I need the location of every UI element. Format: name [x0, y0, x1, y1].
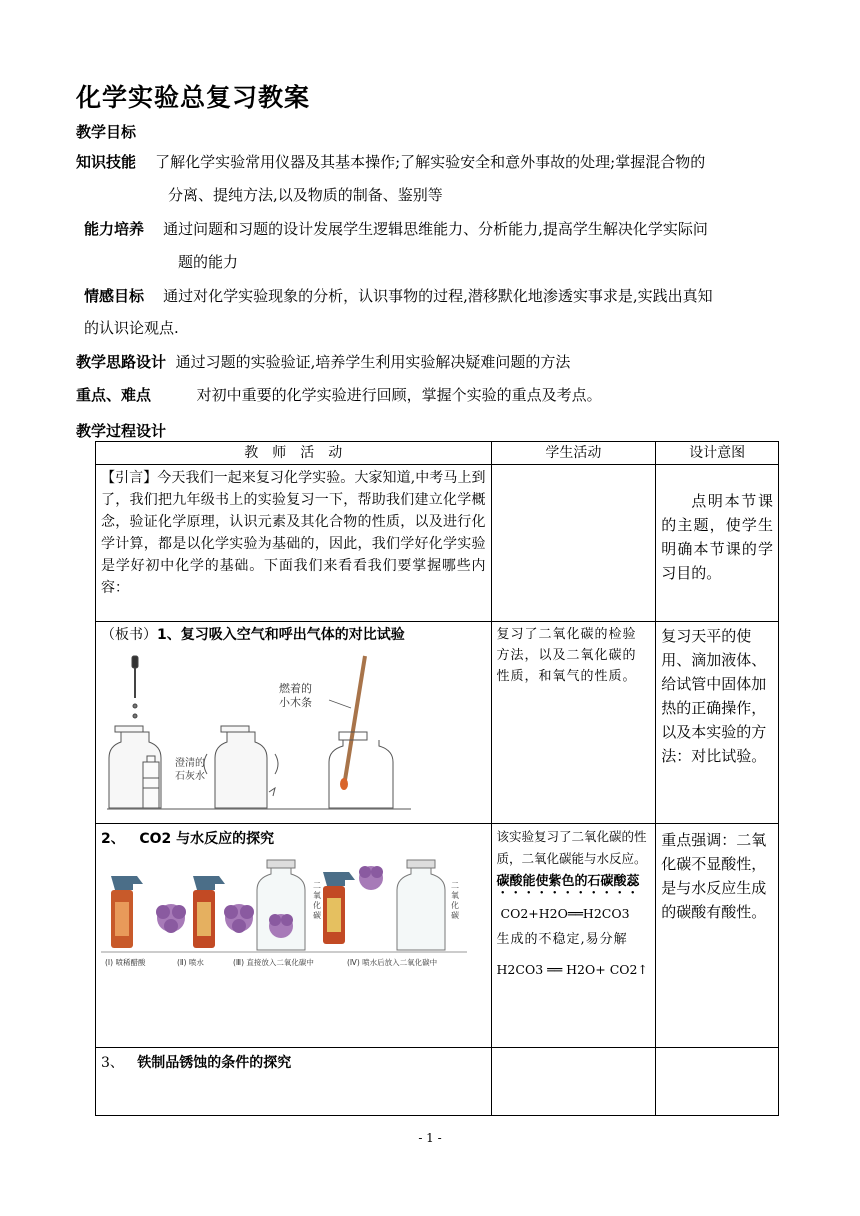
key-label: 重点、难点 — [76, 386, 152, 404]
row3-student-text2: 生成的不稳定,易分解 — [496, 932, 628, 947]
row4-heading: 3、 铁制品锈蚀的条件的探究 — [101, 1055, 292, 1071]
design-text: 通过习题的实验验证,培养学生利用实验解决疑难问题的方法 — [175, 353, 571, 371]
table-row — [96, 465, 779, 622]
knowledge-line2: 分离、提纯方法,以及物质的制备、鉴别等 — [168, 186, 443, 204]
table-row — [96, 622, 779, 824]
breath-experiment-figure — [101, 648, 467, 820]
limewater-bottle-icon — [143, 756, 159, 808]
row2-intent: 复习天平的使用、滴加液体、给试管中固体加热的正确操作，以及本实验的方法：对比试验。 — [656, 622, 779, 824]
dropper-icon — [132, 656, 138, 718]
stick-label-2: 小木条 — [279, 696, 312, 709]
row2-prefix: （板书） — [101, 627, 157, 643]
knowledge-text: 了解化学实验常用仪器及其基本操作;了解实验安全和意外事故的处理;掌握混合物的 — [155, 153, 706, 171]
page-title: 化学实验总复习教案 — [76, 83, 311, 112]
ability-line2: 题的能力 — [178, 253, 239, 271]
knowledge-line1 — [76, 146, 705, 179]
ability-label: 能力培养 — [84, 220, 145, 238]
co2-jar-icon — [397, 860, 445, 950]
page-number: - 1 - — [418, 1131, 442, 1145]
limewater-label-2: 石灰水 — [175, 771, 205, 782]
table-row — [96, 1048, 779, 1116]
spray-bottle-icon — [111, 876, 143, 948]
key-line — [76, 379, 602, 412]
caption-3: (Ⅲ) 直接放入二氧化碳中 — [233, 958, 314, 967]
co2-water-figure — [101, 854, 467, 974]
caption-4: (Ⅳ) 喷水后放入二氧化碳中 — [347, 958, 438, 967]
equation-1: CO2+H2O══H2CO3 — [500, 906, 630, 921]
jar-label: 二氧化碳 — [313, 881, 321, 920]
burning-stick-icon — [329, 656, 365, 790]
co2-jar-icon — [257, 860, 305, 950]
ability-text: 通过问题和习题的设计发展学生逻辑思维能力、分析能力,提高学生解决化学实际问 — [163, 220, 708, 238]
table-row — [96, 824, 779, 1048]
goals-heading: 教学目标 — [76, 123, 137, 141]
key-text: 对初中重要的化学实验进行回顾，掌握个实验的重点及考点。 — [196, 386, 602, 404]
spray-bottle-icon — [323, 872, 355, 944]
row2-title: 1、复习吸入空气和呼出气体的对比试验 — [157, 627, 405, 643]
design-label: 教学思路设计 — [76, 353, 167, 371]
gas-bottle-icon — [329, 732, 393, 808]
row1-intent: 点明本节课的主题，使学生明确本节课的学习目的。 — [656, 465, 779, 622]
row1-student — [491, 465, 656, 622]
row3-student-bold: 碳酸能使紫色的石碳酸蕊 — [496, 874, 640, 889]
jar-label: 二氧化碳 — [451, 881, 459, 920]
design-line — [76, 346, 570, 379]
stick-label-1: 燃着的 — [279, 682, 312, 695]
row3-student-text: 该实验复习了二氧化碳的性质，二氧化碳能与水反应。 — [496, 829, 647, 866]
header-teacher: 教 师 活 动 — [96, 442, 492, 465]
caption-2: (Ⅱ) 喷水 — [177, 958, 204, 967]
header-intent: 设计意图 — [656, 442, 779, 465]
row4-intent — [656, 1048, 779, 1116]
emotion-line2: 的认识论观点. — [84, 319, 179, 337]
row3-student — [491, 824, 656, 1048]
row3-heading: 2、 CO2 与水反应的探究 — [101, 831, 275, 847]
equation-2: H2CO3 ══ H2O+ CO2↑ — [496, 962, 648, 977]
ability-line1 — [84, 213, 708, 246]
caption-1: (Ⅰ) 喷稀醋酸 — [105, 958, 146, 967]
gas-bottle-icon — [204, 726, 278, 808]
limewater-label-1: 澄清的 — [175, 758, 205, 769]
flower-icon — [224, 904, 254, 933]
knowledge-label: 知识技能 — [76, 153, 137, 171]
row2-teacher — [96, 622, 492, 824]
emotion-label: 情感目标 — [84, 287, 145, 305]
lesson-table — [95, 441, 779, 1116]
row3-intent: 重点强调：二氧化碳不显酸性，是与水反应生成的碳酸有酸性。 — [656, 824, 779, 1048]
flower-icon — [156, 904, 186, 933]
table-header-row — [96, 442, 779, 465]
process-heading: 教学过程设计 — [76, 422, 167, 440]
emotion-line1 — [84, 280, 713, 313]
row4-teacher — [96, 1048, 492, 1116]
row1-teacher: 【引言】今天我们一起来复习化学实验。大家知道,中考马上到了，我们把九年级书上的实验复习一下，帮助我们建立化学概念，验证化学原理，认识元素及其化合物的性质，以及进行化学计算，都是以化学实验为基础的，因此，我们学好化学实验是学好初中化学的基础。下面我们来看看我们要掌握哪些内容： — [96, 465, 492, 622]
header-student: 学生活动 — [491, 442, 656, 465]
row2-heading — [101, 624, 486, 646]
row4-student — [491, 1048, 656, 1116]
spray-bottle-icon — [193, 876, 225, 948]
row2-student: 复习了二氧化碳的检验方法，以及二氧化碳的性质，和氧气的性质。 — [491, 622, 656, 824]
emotion-text: 通过对化学实验现象的分析，认识事物的过程,潜移默化地渗透实事求是,实践出真知 — [163, 287, 713, 305]
flower-icon — [359, 866, 383, 890]
row3-teacher — [96, 824, 492, 1048]
